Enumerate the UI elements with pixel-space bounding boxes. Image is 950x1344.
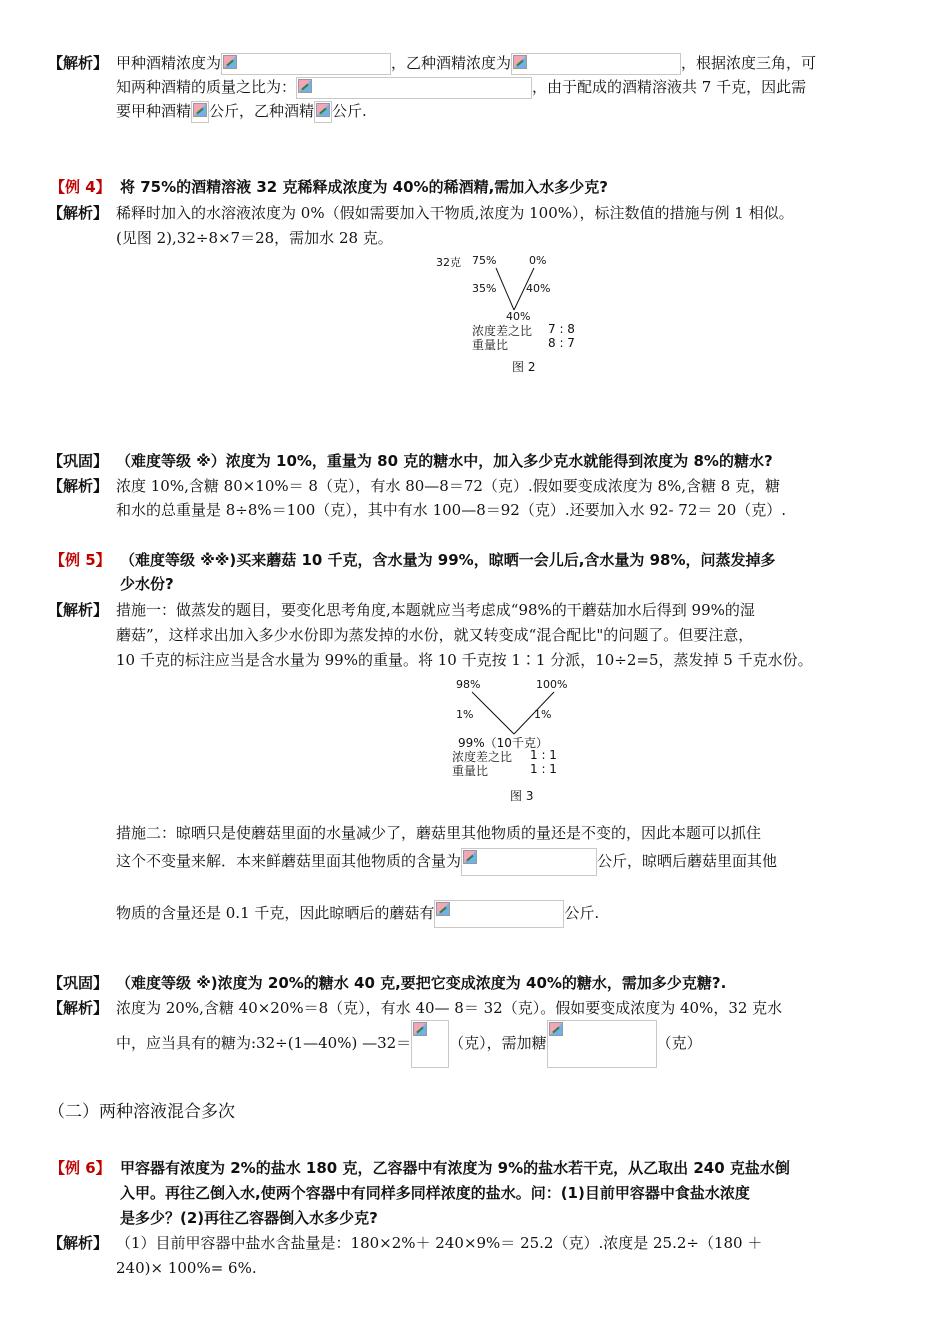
text: 甲种酒精浓度为 (116, 54, 222, 72)
solution-line: 措施一：做蒸发的题目，要变化思考角度,本题就应当考虑成“98%的干蘑菇加水后得到 99%的湿 (116, 601, 755, 619)
formula-image (411, 1020, 449, 1068)
broken-image-icon (513, 55, 527, 69)
solution-line: 措施二：晾晒只是使蘑菇里面的水量减少了，蘑菇里其他物质的量还是不变的，因此本题可以抓住 (116, 824, 762, 842)
text: 公斤. (564, 904, 600, 922)
example-tag: 【例 6】 (50, 1159, 111, 1177)
jiexi-tag: 【解析】 (48, 54, 109, 72)
formula-image (461, 848, 597, 876)
ratio-label: 浓度差之比 (472, 324, 533, 338)
weight-ratio-value: 1 : 1 (530, 762, 557, 776)
jiexi-tag: 【解析】 (48, 1234, 109, 1252)
text: ，乙种酒精浓度为 (391, 54, 512, 72)
formula-image (221, 53, 391, 75)
right-difference: 1% (534, 708, 552, 721)
text: 知两种酒精的质量之比为： (116, 78, 297, 96)
example-question: 将 75%的酒精溶液 32 克稀释成浓度为 40%的稀酒精,需加入水多少克? (120, 178, 608, 196)
solution-line: （1）目前甲容器中盐水含盐量是：180×2%＋ 240×9%＝ 25.2（克）.浓度是 25.2÷（180 ＋ (116, 1234, 763, 1252)
formula-image (547, 1020, 657, 1068)
right-concentration: 0% (529, 254, 547, 267)
left-concentration: 75% (472, 254, 497, 267)
section-title: （二）两种溶液混合多次 (48, 1102, 235, 1122)
text: 公斤. (332, 102, 367, 120)
text: 物质的含量还是 0.1 千克，因此晾晒后的蘑菇有 (116, 904, 435, 922)
jiexi-tag: 【解析】 (48, 204, 109, 222)
example-question: 入甲。再往乙倒入水,使两个容器中有同样多同样浓度的盐水。问：(1)目前甲容器中食盐水浓度 (120, 1184, 750, 1202)
text: （克） (656, 1034, 702, 1052)
figure-caption: 图 3 (510, 789, 534, 803)
jiexi-tag: 【解析】 (48, 601, 109, 619)
solution-line (116, 76, 806, 99)
broken-image-icon (298, 79, 312, 93)
example-question: 甲容器有浓度为 2%的盐水 180 克，乙容器中有浓度为 9%的盐水若干克，从乙取出 240 克盐水倒 (120, 1159, 790, 1177)
left-difference: 1% (456, 708, 474, 721)
ratio-value: 7 : 8 (548, 322, 575, 336)
formula-image (314, 101, 332, 123)
example-question: （难度等级 ※※)买来蘑菇 10 千克，含水量为 99%，晾晒一会儿后,含水量为 98%，问蒸发掉多 (120, 551, 776, 569)
gonggu-tag: 【巩固】 (48, 452, 109, 470)
text: 这个不变量来解．本来鲜蘑菇里面其他物质的含量为 (116, 852, 462, 870)
text: 公斤，乙种酒精 (209, 102, 315, 120)
result-concentration: 99%（10千克） (458, 736, 548, 750)
solution-line: 蘑菇”，这样求出加入多少水份即为蒸发掉的水份，就又转变成“混合配比"的问题了。但要注意， (116, 626, 754, 644)
concentration-triangle-fig3 (450, 676, 610, 781)
formula-image (434, 900, 564, 928)
gonggu-question: （难度等级 ※)浓度为 20%的糖水 40 克,要把它变成浓度为 40%的糖水，需加多少克糖?. (116, 974, 727, 992)
solution-line: 和水的总重量是 8÷8%＝100（克），其中有水 100—8＝92（克）.还要加入水 92- 72＝ 20（克）. (116, 501, 787, 519)
jiexi-tag: 【解析】 (48, 477, 109, 495)
solution-line (116, 100, 367, 123)
broken-image-icon (316, 103, 330, 117)
solution-line (116, 848, 777, 876)
right-difference: 40% (526, 282, 551, 295)
formula-image (191, 101, 209, 123)
formula-image (511, 53, 681, 75)
jiexi-tag: 【解析】 (48, 999, 109, 1017)
solution-line: 240)× 100%= 6%. (116, 1259, 257, 1277)
weight-ratio-label: 重量比 (472, 338, 509, 352)
result-concentration: 40% (506, 310, 531, 323)
gonggu-question: （难度等级 ※）浓度为 10%，重量为 80 克的糖水中，加入多少克水就能得到浓度为 8%的糖水? (116, 452, 773, 470)
broken-image-icon (436, 902, 450, 916)
weight-ratio-label: 重量比 (452, 764, 489, 778)
text: ，根据浓度三角，可 (681, 54, 817, 72)
solution-line: (见图 2),32÷8×7＝28，需加水 28 克。 (116, 229, 393, 247)
solution-line: 10 千克的标注应当是含水量为 99%的重量。将 10 千克按 1∶1 分派，10÷2=5，蒸发掉 5 千克水份。 (116, 651, 813, 669)
left-difference: 35% (472, 282, 497, 295)
solution-line: 稀释时加入的水溶液浓度为 0%（假如需要加入干物质,浓度为 100%），标注数值的措施与例 1 相似。 (116, 204, 794, 222)
example-tag: 【例 5】 (50, 551, 111, 569)
weight-ratio-value: 8 : 7 (548, 336, 575, 350)
figure-caption: 图 2 (512, 360, 536, 374)
broken-image-icon (223, 55, 237, 69)
broken-image-icon (463, 850, 477, 864)
broken-image-icon (193, 103, 207, 117)
broken-image-icon (549, 1022, 563, 1036)
text: ，由于配成的酒精溶液共 7 千克，因此需 (532, 78, 807, 96)
text: 公斤，晾晒后蘑菇里面其他 (597, 852, 778, 870)
left-concentration: 98% (456, 678, 481, 691)
text: （克），需加糖 (449, 1034, 547, 1052)
example-tag: 【例 4】 (50, 178, 111, 196)
solution-line (116, 900, 599, 928)
weight-label: 32克 (436, 256, 461, 269)
text: 要甲种酒精 (116, 102, 192, 120)
ratio-value: 1 : 1 (530, 748, 557, 762)
solution-line: 浓度为 20%,含糖 40×20%＝8（克），有水 40— 8＝ 32（克）。假如要变成浓度为 40%，32 克水 (116, 999, 783, 1017)
solution-line (116, 52, 816, 75)
ratio-label: 浓度差之比 (452, 750, 513, 764)
example-question: 是多少？(2)再往乙容器倒入水多少克? (120, 1209, 378, 1227)
example-question: 少水份? (120, 575, 174, 593)
solution-line: 浓度 10%,含糖 80×10%＝ 8（克），有水 80—8＝72（克）.假如要变成浓度为 8%,含糖 8 克，糖 (116, 477, 781, 495)
right-concentration: 100% (536, 678, 568, 691)
concentration-triangle-fig2 (436, 252, 596, 357)
formula-image (296, 77, 532, 99)
text: 中，应当具有的糖为:32÷(1—40%) —32＝ (116, 1034, 412, 1052)
broken-image-icon (413, 1022, 427, 1036)
solution-line (116, 1020, 702, 1068)
gonggu-tag: 【巩固】 (48, 974, 109, 992)
